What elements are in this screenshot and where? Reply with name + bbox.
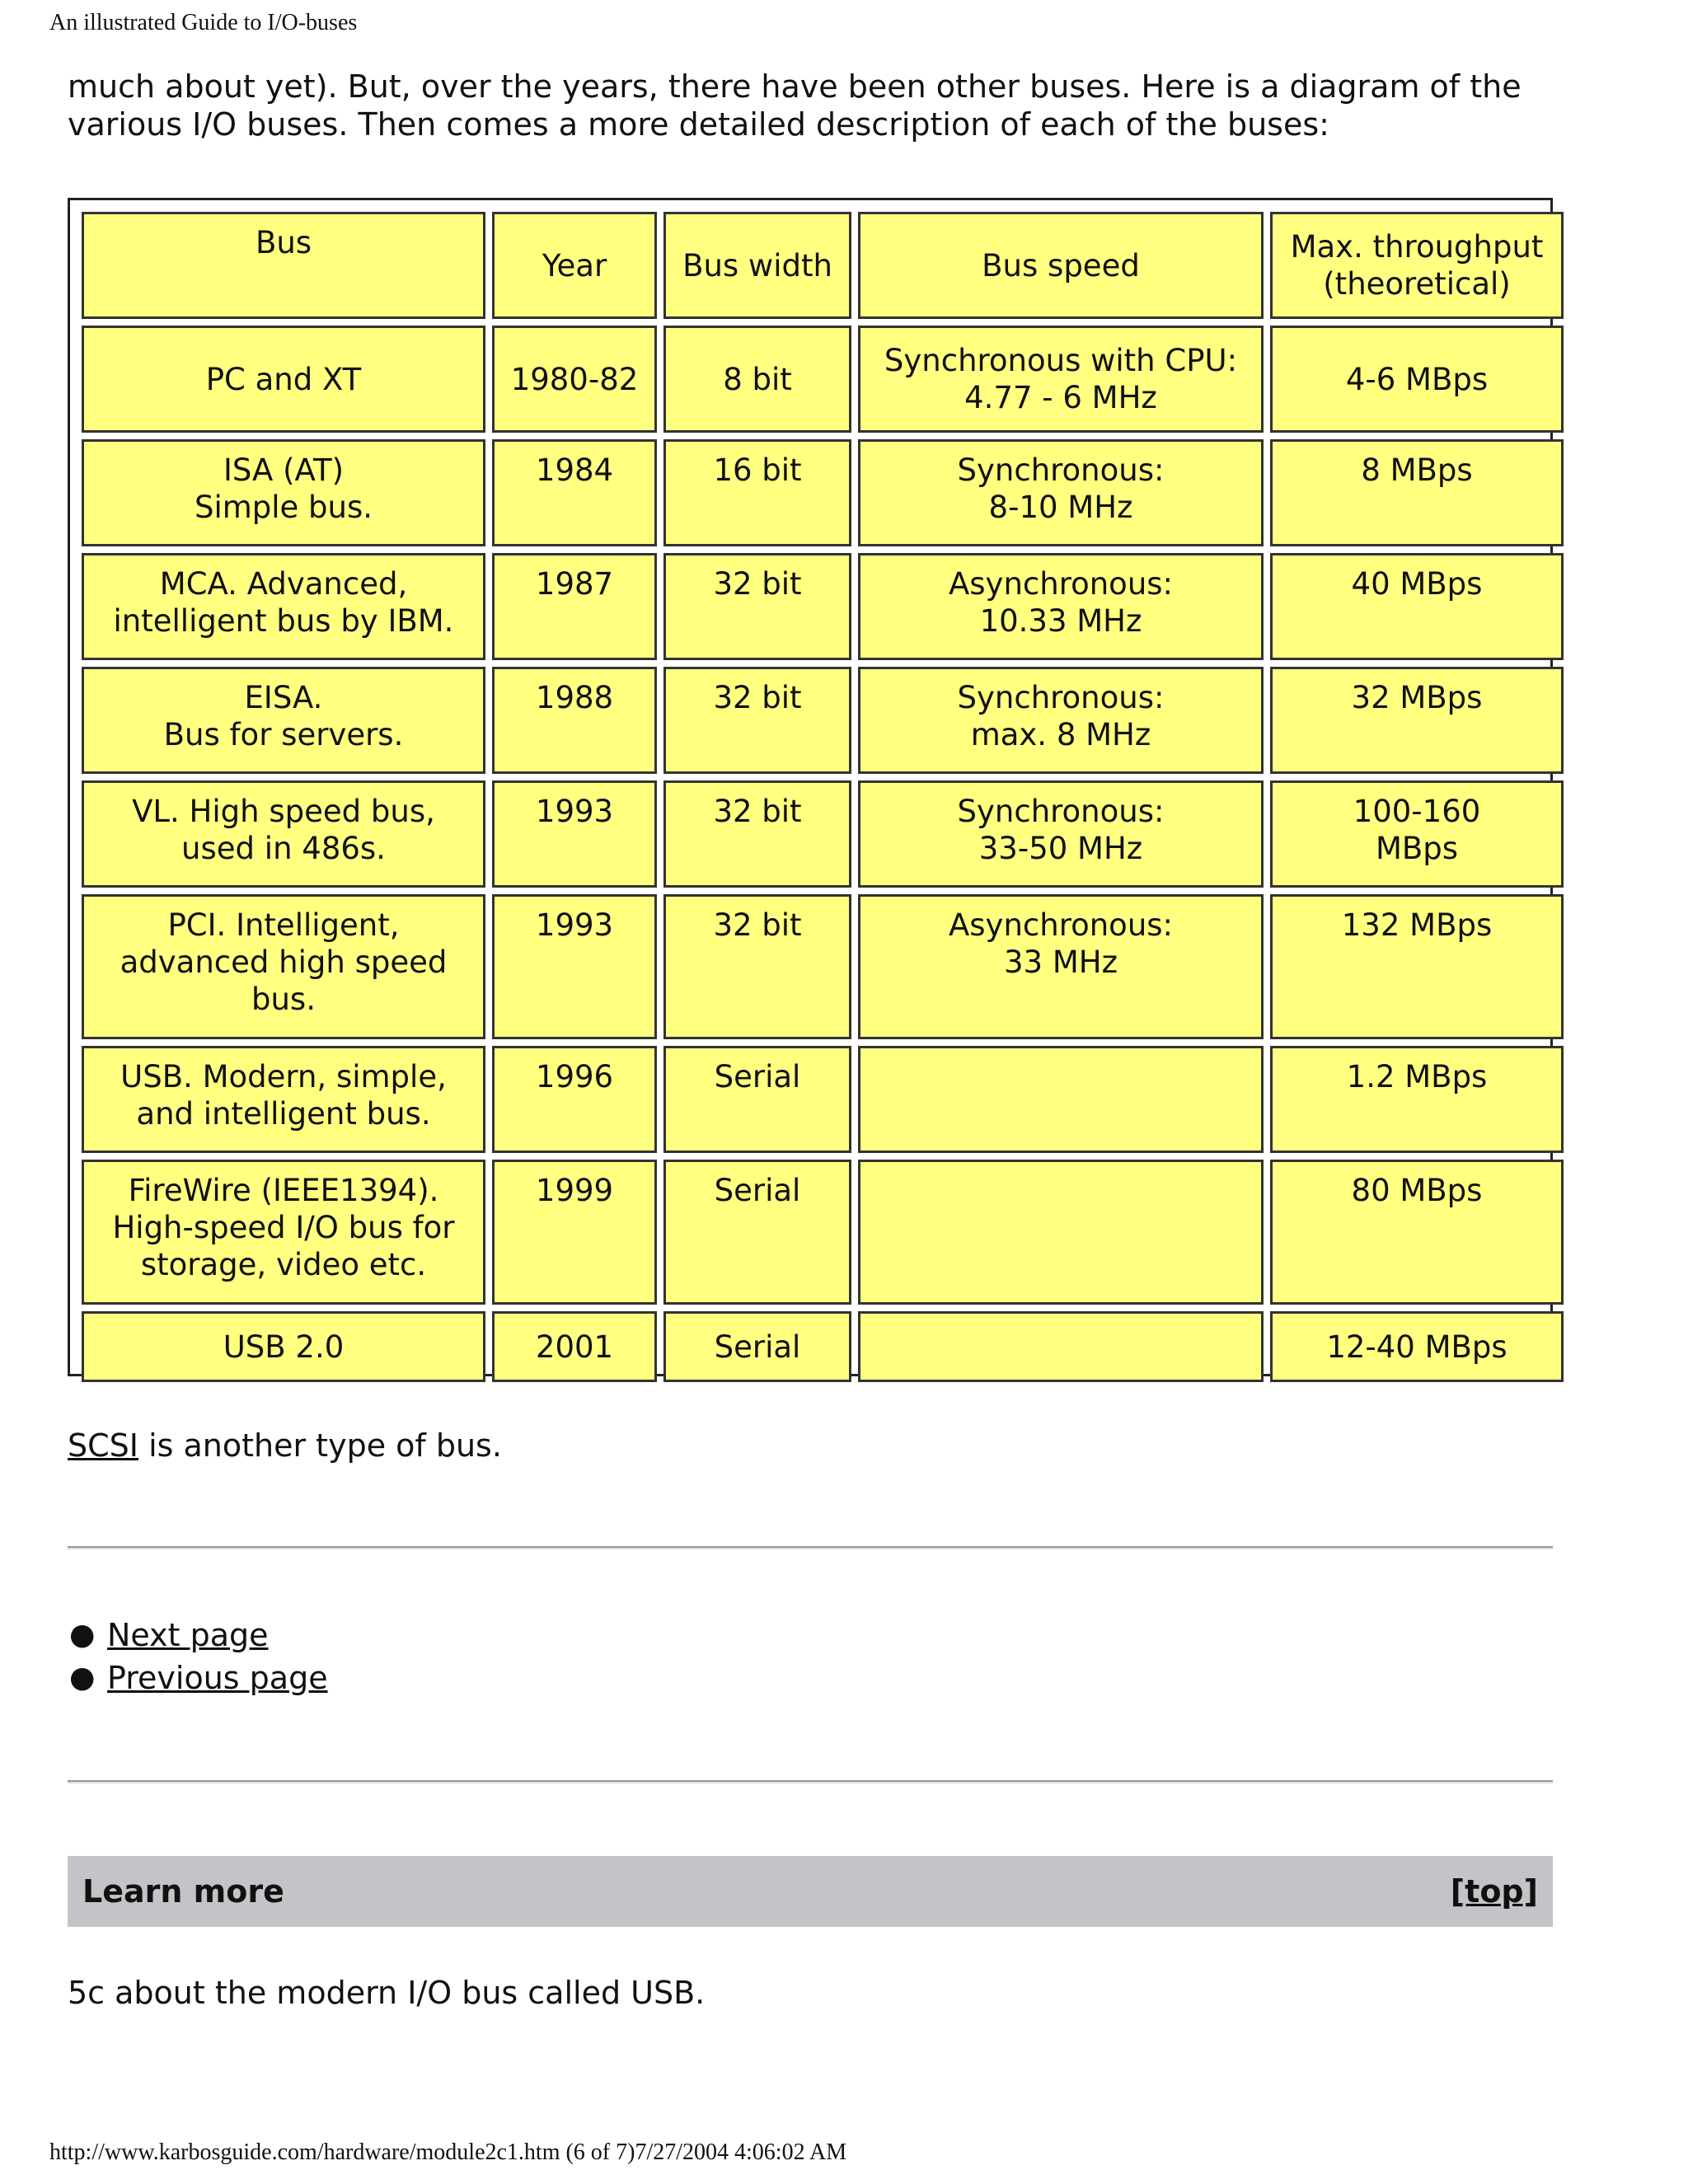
cell-bus-width: Serial <box>663 1311 851 1382</box>
cell-bus-speed <box>858 1311 1264 1382</box>
divider-top <box>68 1546 1553 1549</box>
cell-max-throughput: 40 MBps <box>1270 553 1564 660</box>
page-footer: http://www.karbosguide.com/hardware/module2c1.htm (6 of 7)7/27/2004 4:06:02 AM <box>49 2139 847 2165</box>
cell-max-throughput: 8 MBps <box>1270 439 1564 546</box>
nav-item-previous <box>68 1657 328 1699</box>
cell-bus-width: 32 bit <box>663 780 851 888</box>
cell-bus: USB 2.0 <box>82 1311 485 1382</box>
header-max-throughput: Max. throughput (theoretical) <box>1270 212 1564 319</box>
table-row <box>82 1311 1564 1382</box>
page-nav-list <box>68 1614 328 1699</box>
cell-max-throughput: 132 MBps <box>1270 894 1564 1039</box>
cell-bus-speed: Synchronous: 8-10 MHz <box>858 439 1264 546</box>
about-usb-text: 5c about the modern I/O bus called USB. <box>68 1975 706 2011</box>
cell-bus-speed <box>858 1046 1264 1153</box>
cell-max-throughput: 4-6 MBps <box>1270 326 1564 433</box>
cell-year: 1999 <box>492 1160 657 1305</box>
table-row <box>82 667 1564 774</box>
cell-bus-width: 32 bit <box>663 667 851 774</box>
bullet-icon: ● <box>69 1661 96 1694</box>
cell-year: 1993 <box>492 780 657 888</box>
top-link[interactable]: [top] <box>1450 1873 1538 1910</box>
cell-bus: PCI. Intelligent, advanced high speed bus. <box>82 894 485 1039</box>
cell-bus-width: 16 bit <box>663 439 851 546</box>
cell-bus-speed: Synchronous: max. 8 MHz <box>858 667 1264 774</box>
table-row <box>82 1046 1564 1153</box>
cell-bus: VL. High speed bus, used in 486s. <box>82 780 485 888</box>
cell-year: 1987 <box>492 553 657 660</box>
previous-page-link[interactable]: Previous page <box>107 1660 328 1696</box>
header-bus-width: Bus width <box>663 212 851 319</box>
page-header: An illustrated Guide to I/O-buses <box>49 10 358 35</box>
header-bus: Bus <box>82 212 485 319</box>
table-body <box>82 326 1564 1382</box>
cell-bus-speed: Asynchronous: 10.33 MHz <box>858 553 1264 660</box>
cell-year: 1993 <box>492 894 657 1039</box>
cell-bus: PC and XT <box>82 326 485 433</box>
cell-max-throughput: 12-40 MBps <box>1270 1311 1564 1382</box>
table-row <box>82 553 1564 660</box>
cell-year: 1996 <box>492 1046 657 1153</box>
bullet-icon: ● <box>69 1618 96 1652</box>
learn-more-bar <box>68 1856 1553 1927</box>
table-header-row <box>82 212 1564 319</box>
cell-year: 1980-82 <box>492 326 657 433</box>
bus-table-frame <box>68 198 1553 1376</box>
scsi-line <box>68 1427 502 1464</box>
cell-bus-width: 8 bit <box>663 326 851 433</box>
scsi-text: is another type of bus. <box>138 1427 502 1464</box>
cell-max-throughput: 1.2 MBps <box>1270 1046 1564 1153</box>
cell-bus-width: 32 bit <box>663 894 851 1039</box>
cell-year: 1984 <box>492 439 657 546</box>
learn-more-title: Learn more <box>82 1873 284 1910</box>
cell-bus-width: Serial <box>663 1046 851 1153</box>
header-year: Year <box>492 212 657 319</box>
cell-bus: FireWire (IEEE1394). High-speed I/O bus for storage, video etc. <box>82 1160 485 1305</box>
cell-bus: USB. Modern, simple, and intelligent bus. <box>82 1046 485 1153</box>
table-row <box>82 894 1564 1039</box>
table-row <box>82 326 1564 433</box>
cell-max-throughput: 32 MBps <box>1270 667 1564 774</box>
cell-bus: ISA (AT) Simple bus. <box>82 439 485 546</box>
cell-bus-speed: Synchronous with CPU: 4.77 - 6 MHz <box>858 326 1264 433</box>
intro-paragraph: much about yet). But, over the years, there have been other buses. Here is a diagram of the various I/O buses. Then comes a more detailed description of each of the buses: <box>68 68 1522 143</box>
cell-bus: MCA. Advanced, intelligent bus by IBM. <box>82 553 485 660</box>
cell-bus-speed <box>858 1160 1264 1305</box>
cell-bus: EISA. Bus for servers. <box>82 667 485 774</box>
scsi-link[interactable]: SCSI <box>68 1427 138 1464</box>
table-row <box>82 780 1564 888</box>
header-bus-speed: Bus speed <box>858 212 1264 319</box>
next-page-link[interactable]: Next page <box>107 1617 269 1653</box>
bus-table <box>75 205 1570 1389</box>
cell-max-throughput: 80 MBps <box>1270 1160 1564 1305</box>
cell-max-throughput: 100-160 MBps <box>1270 780 1564 888</box>
cell-bus-speed: Synchronous: 33-50 MHz <box>858 780 1264 888</box>
cell-year: 2001 <box>492 1311 657 1382</box>
cell-bus-width: 32 bit <box>663 553 851 660</box>
table-row <box>82 439 1564 546</box>
cell-year: 1988 <box>492 667 657 774</box>
cell-bus-speed: Asynchronous: 33 MHz <box>858 894 1264 1039</box>
divider-bottom <box>68 1780 1553 1783</box>
nav-item-next <box>68 1614 328 1657</box>
cell-bus-width: Serial <box>663 1160 851 1305</box>
table-row <box>82 1160 1564 1305</box>
